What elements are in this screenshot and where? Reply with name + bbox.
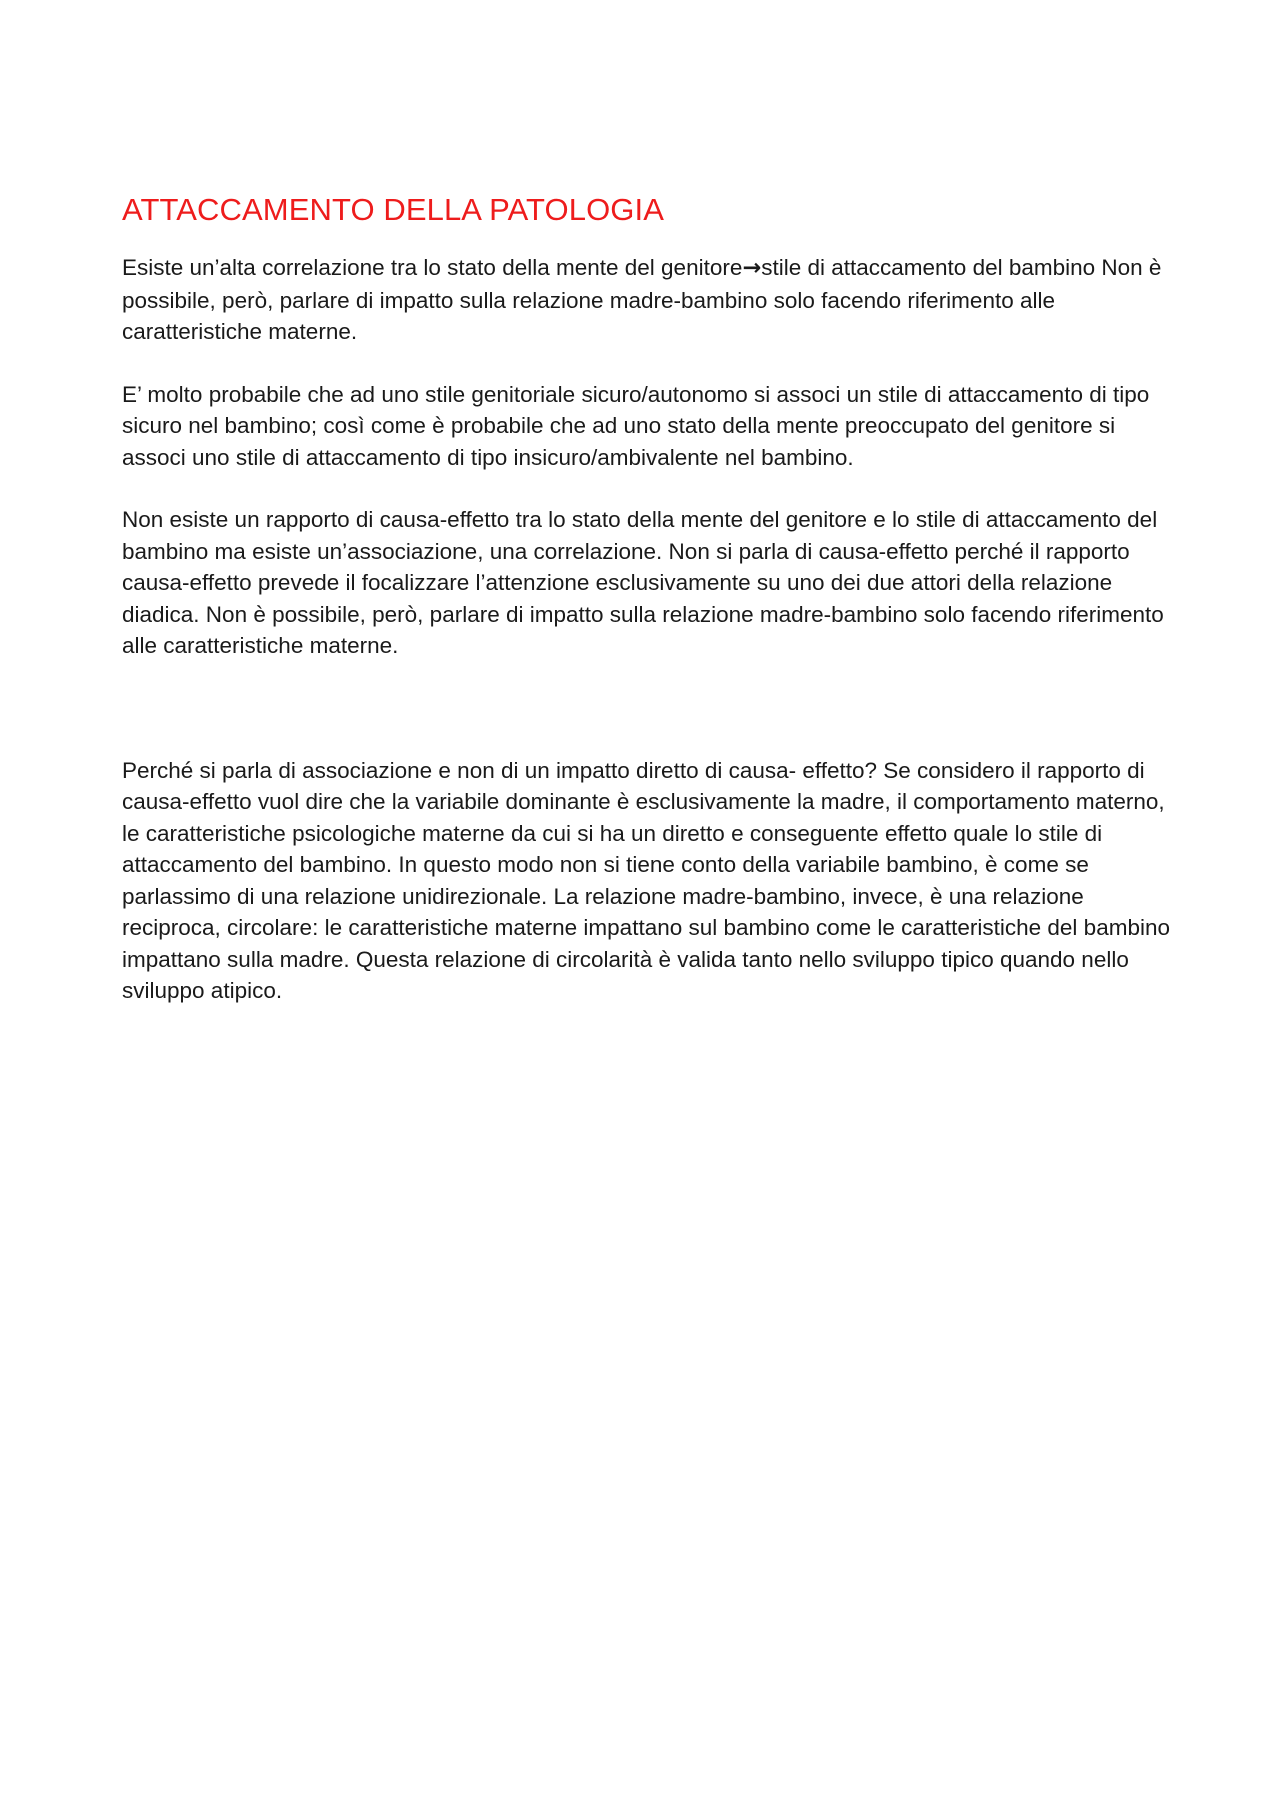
paragraph-4: Perché si parla di associazione e non di un impatto diretto di causa- effetto? Se considero il rapporto di causa-effetto vuol dire che la variabile dominante è esclusivamente la madre, il comportamento materno, le caratteristiche psicologiche materne da cui si ha un diretto e conseguente effetto quale lo stile di attaccamento del bambino. In questo modo non si tiene conto della variabile bambino, è come se parlassimo di una relazione unidirezionale. La relazione madre-bambino, invece, è una relazione reciproca, circolare: le caratteristiche materne impattano sul bambino come le caratteristiche del bambino impattano sulla madre. Questa relazione di circolarità è valida tanto nello sviluppo tipico quando nello sviluppo atipico. xyxy=(122,757,1170,1003)
arrow-right-icon: → xyxy=(742,255,762,281)
document-title: ATTACCAMENTO DELLA PATOLOGIA xyxy=(122,192,664,227)
paragraph-1 xyxy=(122,252,1172,348)
paragraph-1-start: Esiste un’alta correlazione tra lo stato della mente del genitore xyxy=(122,255,743,280)
document-body xyxy=(122,188,1172,1007)
paragraph-spacer xyxy=(122,473,1172,504)
paragraph-1-end: stile di attaccamento del bambino Non è possibile, però, parlare di impatto sulla relazione madre-bambino solo facendo riferimento alle caratteristiche materne. xyxy=(122,255,1162,344)
paragraph-spacer xyxy=(122,348,1172,379)
paragraph-3: Non esiste un rapporto di causa-effetto tra lo stato della mente del genitore e lo stile di attaccamento del bambino ma esiste un’associazione, una correlazione. Non si parla di causa-effetto perché il rapporto causa-effetto prevede il focalizzare l’attenzione esclusivamente su uno dei due attori della relazione diadica. Non è possibile, però, parlare di impatto sulla relazione madre-bambino solo facendo riferimento alle caratteristiche materne. xyxy=(122,507,1164,658)
paragraph-2: E’ molto probabile che ad uno stile genitoriale sicuro/autonomo si associ un stile di attaccamento di tipo sicuro nel bambino; così come è probabile che ad uno stato della mente preoccupato del genitore si associ uno stile di attaccamento di tipo insicuro/ambivalente nel bambino. xyxy=(122,381,1150,470)
paragraph-spacer-large xyxy=(122,662,1172,755)
